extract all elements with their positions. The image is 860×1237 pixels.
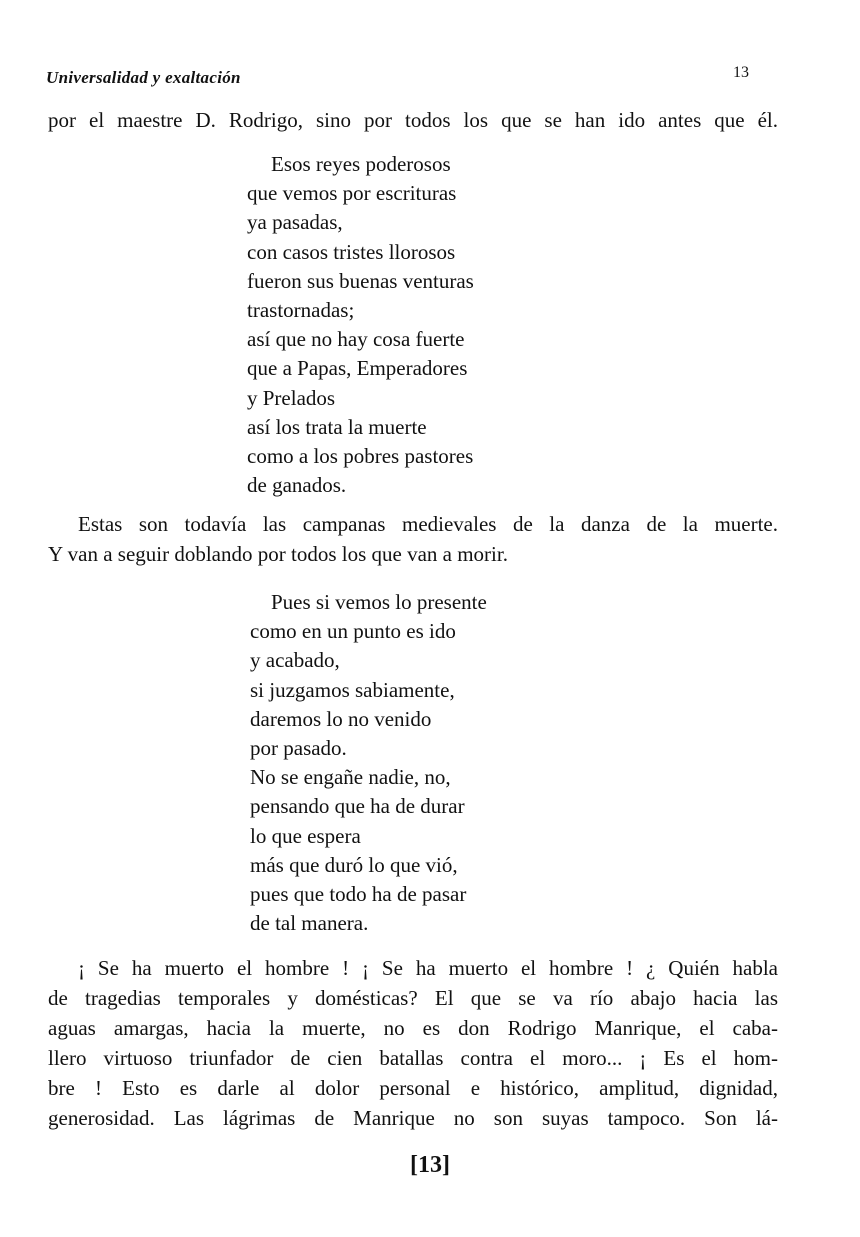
prose-line: llero virtuoso triunfador de cien batallas contra el moro... ¡ Es el hom- — [48, 1046, 778, 1070]
verse-line: y Prelados — [247, 385, 336, 410]
verse-line: con casos tristes llorosos — [247, 239, 456, 264]
prose-middle — [48, 509, 778, 569]
verse-line: Pues si vemos lo presente — [271, 590, 487, 614]
running-title: Universalidad y exaltación — [46, 68, 241, 87]
verse-line: así los trata la muerte — [247, 414, 427, 439]
verse-line: ya pasadas, — [247, 210, 343, 235]
prose-line: por el maestre D. Rodrigo, sino por todos los que se han ido antes que él. — [48, 108, 778, 132]
verse-line: más que duró lo que vió, — [250, 852, 458, 877]
verse-line: pensando que ha de durar — [250, 794, 465, 819]
prose-intro — [48, 105, 778, 135]
verse-line: Esos reyes poderosos — [271, 152, 451, 176]
prose-line: de tragedias temporales y domésticas? El que se va río abajo hacia las — [48, 986, 778, 1010]
prose-line: bre ! Esto es darle al dolor personal e histórico, amplitud, dignidad, — [48, 1076, 778, 1100]
verse-line: que vemos por escrituras — [247, 181, 457, 206]
verse-line: de tal manera. — [250, 911, 369, 936]
verse-line: daremos lo no venido — [250, 706, 432, 731]
prose-final — [48, 953, 778, 1133]
verse-line: No se engañe nadie, no, — [250, 765, 451, 790]
verse-line: fueron sus buenas venturas — [247, 268, 474, 293]
verse-stanza-1 — [247, 150, 474, 500]
folio-number: [13] — [410, 1152, 450, 1178]
verse-line: como en un punto es ido — [250, 619, 456, 644]
verse-line: lo que espera — [250, 823, 361, 848]
prose-line: aguas amargas, hacia la muerte, no es don Rodrigo Manrique, el caba- — [48, 1016, 778, 1040]
verse-line: y acabado, — [250, 648, 340, 673]
verse-line: por pasado. — [250, 736, 347, 761]
verse-stanza-2 — [250, 588, 487, 938]
prose-line: generosidad. Las lágrimas de Manrique no son suyas tampoco. Son lá- — [48, 1106, 778, 1130]
prose-line: Y van a seguir doblando por todos los que van a morir. — [48, 542, 508, 566]
verse-line: de ganados. — [247, 473, 347, 498]
prose-line: Estas son todavía las campanas medievales de la danza de la muerte. — [78, 512, 778, 536]
verse-line: trastornadas; — [247, 298, 355, 323]
prose-line: ¡ Se ha muerto el hombre ! ¡ Se ha muerto el hombre ! ¿ Quién habla — [78, 956, 778, 980]
verse-line: si juzgamos sabiamente, — [250, 677, 455, 702]
verse-line: pues que todo ha de pasar — [250, 882, 467, 907]
verse-line: que a Papas, Emperadores — [247, 356, 468, 381]
page-number: 13 — [733, 64, 749, 81]
verse-line: así que no hay cosa fuerte — [247, 327, 465, 352]
verse-line: como a los pobres pastores — [247, 444, 474, 469]
